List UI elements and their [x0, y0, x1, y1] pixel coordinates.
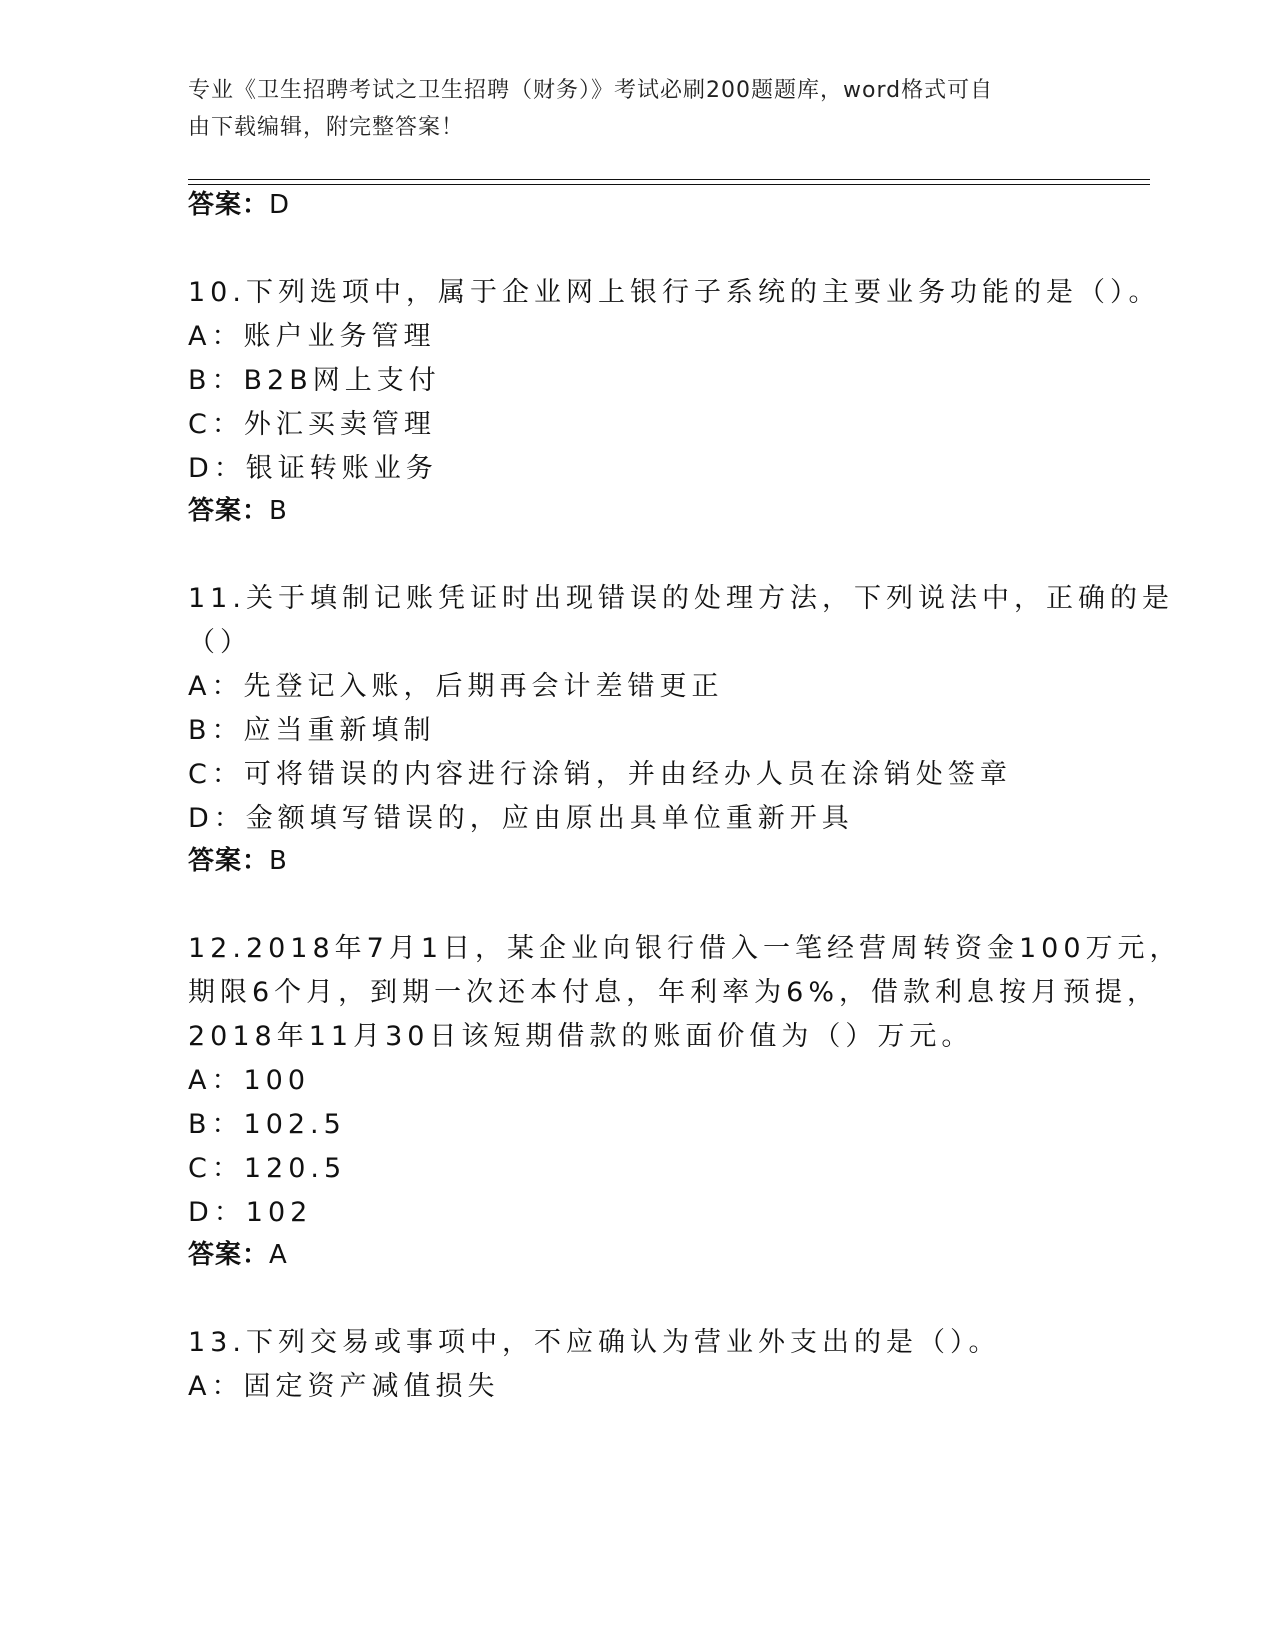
- question-12-option-b: B：102.5: [188, 1109, 346, 1140]
- question-11-stem-line-2: （）: [188, 627, 252, 658]
- question-12-answer: 答案：A: [188, 1240, 288, 1270]
- question-11-option-c: C：可将错误的内容进行涂销，并由经办人员在涂销处签章: [188, 759, 1012, 790]
- question-12-stem-line-2: 期限6个月，到期一次还本付息，年利率为6%，借款利息按月预提，: [188, 977, 1160, 1008]
- header-rule-top: [188, 179, 1150, 180]
- question-11-option-d: D：金额填写错误的，应由原出具单位重新开具: [188, 803, 854, 834]
- question-12-option-d: D：102: [188, 1197, 313, 1228]
- header-line-1: 专业《卫生招聘考试之卫生招聘（财务）》考试必刷200题题库，word格式可自: [188, 78, 994, 103]
- question-12-stem-line-1: 12.2018年7月1日，某企业向银行借入一笔经营周转资金100万元，: [188, 933, 1182, 964]
- question-10-option-d: D：银证转账业务: [188, 453, 438, 484]
- page-header: [188, 72, 1068, 146]
- question-12-option-a: A：100: [188, 1065, 311, 1096]
- question-13-stem-line-1: 13.下列交易或事项中，不应确认为营业外支出的是（）。: [188, 1327, 1001, 1358]
- question-12-stem-line-3: 2018年11月30日该短期借款的账面价值为（）万元。: [188, 1021, 974, 1052]
- answer-prev: 答案：D: [188, 190, 291, 220]
- question-11-option-a: A：先登记入账，后期再会计差错更正: [188, 671, 724, 702]
- question-13-option-a: A：固定资产减值损失: [188, 1371, 500, 1402]
- question-11-option-b: B：应当重新填制: [188, 715, 436, 746]
- question-10-stem-line-1: 10.下列选项中，属于企业网上银行子系统的主要业务功能的是（）。: [188, 277, 1161, 308]
- question-10-option-a: A：账户业务管理: [188, 321, 436, 352]
- question-10-option-c: C：外汇买卖管理: [188, 409, 436, 440]
- header-rule-bottom: [188, 184, 1150, 185]
- question-10-answer: 答案：B: [188, 496, 288, 526]
- header-line-2: 由下载编辑，附完整答案！: [188, 115, 465, 140]
- question-11-answer: 答案：B: [188, 846, 288, 876]
- question-10-option-b: B：B2B网上支付: [188, 365, 441, 396]
- question-12-option-c: C：120.5: [188, 1153, 347, 1184]
- question-11-stem-line-1: 11.关于填制记账凭证时出现错误的处理方法，下列说法中，正确的是: [188, 583, 1174, 614]
